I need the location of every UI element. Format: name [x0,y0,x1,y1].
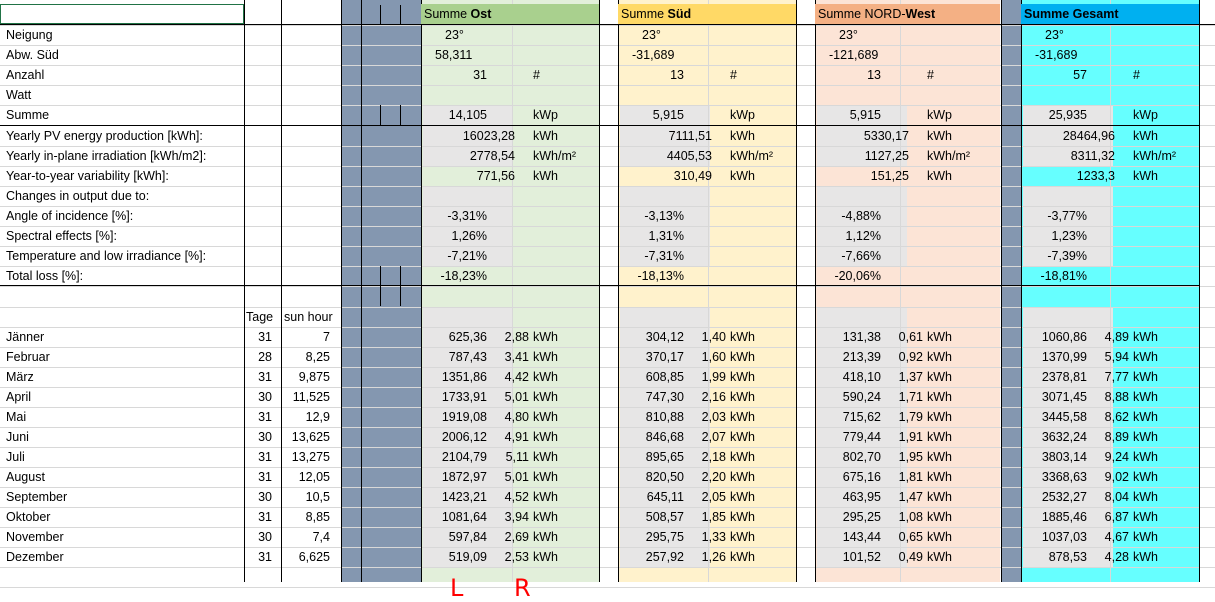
monthly-unit[interactable]: kWh [730,350,755,364]
month-label[interactable]: September [6,490,68,504]
divider-mark [400,105,401,125]
yearly-value[interactable]: 2778,54 [469,149,515,163]
group-header[interactable] [618,4,796,24]
monthly-unit[interactable]: kWh [1133,370,1158,384]
monthly-unit[interactable]: kWh [927,450,952,464]
summe-value[interactable]: 5,915 [849,108,881,122]
monthly-unit[interactable]: kWh [730,330,755,344]
yearly-value[interactable]: 1233,3 [1076,169,1115,183]
divider-mark [400,266,401,306]
col-header-sun[interactable]: sun hour [284,310,333,324]
monthly-unit[interactable]: kWh [927,510,952,524]
monthly-ratio[interactable]: 1,85 [701,510,726,524]
monthly-ratio[interactable]: 1,79 [898,410,923,424]
loss-value[interactable]: -7,39% [1047,249,1087,263]
monthly-unit[interactable]: kWh [730,450,755,464]
monthly-kwh[interactable]: 3368,63 [1041,470,1087,484]
monthly-kwh[interactable]: 820,50 [645,470,684,484]
yearly-unit[interactable]: kWh [1133,129,1158,143]
sun-hour-cell[interactable]: 6,625 [298,550,330,564]
monthly-ratio[interactable]: 2,16 [701,390,726,404]
row-label[interactable]: Spectral effects [%]: [6,229,117,243]
monthly-kwh[interactable]: 747,30 [645,390,684,404]
monthly-unit[interactable]: kWh [1133,510,1158,524]
yearly-unit[interactable]: kWh/m² [533,149,577,163]
summe-unit[interactable]: kWp [730,108,755,122]
monthly-unit[interactable]: kWh [730,410,755,424]
yearly-unit[interactable]: kWh [927,129,952,143]
monthly-unit[interactable]: kWh [533,490,558,504]
yearly-unit[interactable]: kWh [533,169,558,183]
row-label[interactable]: Total loss [%]: [6,269,84,283]
days-cell[interactable]: 31 [258,470,272,484]
anzahl-unit[interactable]: # [1133,68,1140,82]
sun-hour-cell[interactable]: 8,25 [305,350,330,364]
month-label[interactable]: März [6,370,34,384]
days-cell[interactable]: 31 [258,370,272,384]
yearly-value[interactable]: 5330,17 [863,129,909,143]
monthly-kwh[interactable]: 3445,58 [1041,410,1087,424]
sun-hour-cell[interactable]: 12,9 [305,410,330,424]
sun-hour-cell[interactable]: 11,525 [292,390,330,404]
monthly-kwh[interactable]: 418,10 [842,370,881,384]
monthly-ratio[interactable]: 2,53 [504,550,529,564]
monthly-unit[interactable]: kWh [1133,350,1158,364]
yearly-unit[interactable]: kWh [1133,169,1158,183]
grid-line [0,307,1215,308]
row-label[interactable]: Year-to-year variability [kWh]: [6,169,169,183]
monthly-ratio[interactable]: 1,95 [898,450,923,464]
summe-unit[interactable]: kWp [533,108,558,122]
monthly-ratio[interactable]: 1,08 [898,510,923,524]
row-label[interactable]: Watt [6,88,32,102]
monthly-ratio[interactable]: 5,01 [504,390,529,404]
monthly-ratio[interactable]: 2,20 [701,470,726,484]
yearly-unit[interactable]: kWh [533,129,558,143]
monthly-unit[interactable]: kWh [533,470,558,484]
monthly-ratio[interactable]: 4,91 [504,430,529,444]
anzahl-unit[interactable]: # [927,68,934,82]
monthly-ratio[interactable]: 2,05 [701,490,726,504]
anzahl-value[interactable]: 13 [670,68,684,82]
row-label[interactable]: Angle of incidence [%]: [6,209,134,223]
loss-value[interactable]: 1,26% [451,229,487,243]
monthly-kwh[interactable]: 101,52 [842,550,881,564]
summe-value[interactable]: 5,915 [652,108,684,122]
monthly-unit[interactable]: kWh [1133,450,1158,464]
sun-hour-cell[interactable]: 7,4 [312,530,330,544]
monthly-ratio[interactable]: 1,33 [701,530,726,544]
monthly-kwh[interactable]: 1423,21 [441,490,487,504]
monthly-kwh[interactable]: 304,12 [645,330,684,344]
header-bold: Süd [667,7,692,21]
border-line [361,0,362,582]
loss-value[interactable]: -7,21% [447,249,487,263]
monthly-unit[interactable]: kWh [730,430,755,444]
monthly-ratio[interactable]: 6,87 [1104,510,1129,524]
monthly-kwh[interactable]: 2378,81 [1041,370,1087,384]
monthly-kwh[interactable]: 779,44 [842,430,881,444]
loss-value[interactable]: -3,13% [644,209,684,223]
monthly-kwh[interactable]: 1872,97 [441,470,487,484]
divider-mark [400,5,401,25]
loss-value[interactable]: -7,31% [644,249,684,263]
monthly-ratio[interactable]: 1,99 [701,370,726,384]
monthly-unit[interactable]: kWh [730,370,755,384]
monthly-unit[interactable]: kWh [730,390,755,404]
loss-value[interactable]: -18,81% [1040,269,1087,283]
monthly-kwh[interactable]: 3632,24 [1041,430,1087,444]
loss-value[interactable]: -4,88% [841,209,881,223]
grid-line [0,286,1215,287]
monthly-kwh[interactable]: 675,16 [842,470,881,484]
monthly-kwh[interactable]: 1919,08 [441,410,487,424]
summe-value[interactable]: 14,105 [448,108,487,122]
monthly-unit[interactable]: kWh [1133,470,1158,484]
loss-value[interactable]: -3,31% [447,209,487,223]
monthly-kwh[interactable]: 1733,91 [441,390,487,404]
monthly-unit[interactable]: kWh [533,450,558,464]
monthly-ratio[interactable]: 4,67 [1104,530,1129,544]
yearly-unit[interactable]: kWh/m² [1133,149,1177,163]
monthly-kwh[interactable]: 590,24 [842,390,881,404]
monthly-kwh[interactable]: 143,44 [842,530,881,544]
monthly-unit[interactable]: kWh [730,550,755,564]
monthly-ratio[interactable]: 5,01 [504,470,529,484]
divider-mark [380,5,381,25]
month-label[interactable]: Mai [6,410,27,424]
monthly-unit[interactable]: kWh [1133,390,1158,404]
monthly-kwh[interactable]: 802,70 [842,450,881,464]
monthly-unit[interactable]: kWh [1133,550,1158,564]
anzahl-unit[interactable]: # [730,68,737,82]
monthly-unit[interactable]: kWh [927,390,952,404]
abw-value[interactable]: -31,689 [1035,48,1078,62]
yearly-unit[interactable]: kWh [730,169,755,183]
monthly-kwh[interactable]: 2006,12 [441,430,487,444]
monthly-unit[interactable]: kWh [533,430,558,444]
monthly-unit[interactable]: kWh [1133,410,1158,424]
monthly-kwh[interactable]: 878,53 [1048,550,1087,564]
monthly-kwh[interactable]: 295,25 [842,510,881,524]
monthly-ratio[interactable]: 2,69 [504,530,529,544]
yearly-unit[interactable]: kWh/m² [730,149,774,163]
days-cell[interactable]: 30 [258,390,272,404]
days-cell[interactable]: 31 [258,450,272,464]
row-label[interactable]: Abw. Süd [6,48,59,62]
annotation-right: R [514,574,531,602]
row-label[interactable]: Summe [6,108,50,122]
yearly-unit[interactable]: kWh/m² [927,149,971,163]
sun-hour-cell[interactable]: 8,85 [305,510,330,524]
neigung-value[interactable]: 23° [642,28,661,42]
month-label[interactable]: Oktober [6,510,51,524]
monthly-kwh[interactable]: 645,11 [646,490,684,504]
days-cell[interactable]: 31 [258,330,272,344]
selected-cell[interactable] [0,4,244,24]
monthly-kwh[interactable]: 463,95 [842,490,881,504]
loss-value[interactable]: -20,06% [834,269,881,283]
monthly-ratio[interactable]: 4,42 [504,370,529,384]
month-label[interactable]: Juli [6,450,25,464]
yearly-value[interactable]: 1127,25 [864,149,909,163]
monthly-kwh[interactable]: 1060,86 [1041,330,1087,344]
yearly-value[interactable]: 151,25 [870,169,909,183]
monthly-ratio[interactable]: 1,60 [701,350,726,364]
monthly-unit[interactable]: kWh [533,390,558,404]
loss-value[interactable]: 1,31% [648,229,684,243]
monthly-unit[interactable]: kWh [927,370,952,384]
monthly-unit[interactable]: kWh [1133,430,1158,444]
sun-hour-cell[interactable]: 12,05 [298,470,330,484]
monthly-ratio[interactable]: 5,94 [1104,350,1129,364]
monthly-ratio[interactable]: 9,24 [1104,450,1129,464]
divider-mark [380,105,381,125]
monthly-kwh[interactable]: 810,88 [645,410,684,424]
annotation-left: L [450,574,464,602]
monthly-unit[interactable]: kWh [533,330,558,344]
monthly-unit[interactable]: kWh [533,410,558,424]
border-line [341,0,342,582]
border-line [796,0,797,582]
border-line [1001,0,1002,582]
header-bold: West [905,7,936,21]
monthly-unit[interactable]: kWh [927,350,952,364]
yearly-value[interactable]: 28464,96 [1062,129,1115,143]
days-cell[interactable]: 31 [258,550,272,564]
yearly-value[interactable]: 4405,53 [666,149,712,163]
yearly-value[interactable]: 771,56 [476,169,515,183]
monthly-kwh[interactable]: 295,75 [645,530,684,544]
monthly-ratio[interactable]: 3,41 [504,350,529,364]
header-prefix: Summe [424,7,471,21]
monthly-ratio[interactable]: 4,80 [504,410,529,424]
monthly-kwh[interactable]: 519,09 [448,550,487,564]
abw-value[interactable]: 58,311 [435,48,473,62]
sun-hour-cell[interactable]: 9,875 [298,370,330,384]
summe-unit[interactable]: kWp [1133,108,1158,122]
monthly-ratio[interactable]: 1,40 [701,330,726,344]
header-prefix: Summe NORD- [818,7,906,21]
monthly-unit[interactable]: kWh [730,530,755,544]
row-label[interactable]: Yearly in-plane irradiation [kWh/m2]: [6,149,207,163]
loss-value[interactable]: -3,77% [1047,209,1087,223]
monthly-unit[interactable]: kWh [533,370,558,384]
monthly-ratio[interactable]: 1,26 [701,550,726,564]
monthly-ratio[interactable]: 2,03 [701,410,726,424]
monthly-kwh[interactable]: 895,65 [645,450,684,464]
month-label[interactable]: November [6,530,64,544]
monthly-kwh[interactable]: 1037,03 [1041,530,1087,544]
days-cell[interactable]: 31 [258,510,272,524]
monthly-kwh[interactable]: 131,38 [842,330,881,344]
monthly-ratio[interactable]: 4,52 [504,490,529,504]
anzahl-value[interactable]: 13 [867,68,881,82]
row-label[interactable]: Changes in output due to: [6,189,150,203]
monthly-unit[interactable]: kWh [533,510,558,524]
monthly-ratio[interactable]: 4,28 [1104,550,1129,564]
monthly-unit[interactable]: kWh [533,550,558,564]
monthly-unit[interactable]: kWh [730,470,755,484]
monthly-ratio[interactable]: 0,92 [898,350,923,364]
monthly-unit[interactable]: kWh [927,410,952,424]
monthly-unit[interactable]: kWh [927,330,952,344]
header-prefix: Summe [621,7,668,21]
monthly-kwh[interactable]: 608,85 [645,370,684,384]
monthly-ratio[interactable]: 3,94 [504,510,529,524]
days-cell[interactable]: 28 [258,350,272,364]
monthly-ratio[interactable]: 2,88 [504,330,529,344]
monthly-kwh[interactable]: 625,36 [448,330,487,344]
monthly-ratio[interactable]: 0,65 [898,530,923,544]
monthly-unit[interactable]: kWh [1133,530,1158,544]
monthly-kwh[interactable]: 1081,64 [441,510,487,524]
monthly-kwh[interactable]: 597,84 [448,530,487,544]
gap-column-right [1001,0,1021,582]
monthly-kwh[interactable]: 846,68 [645,430,684,444]
monthly-kwh[interactable]: 213,39 [842,350,881,364]
gap-column [341,0,421,582]
monthly-kwh[interactable]: 257,92 [645,550,684,564]
header-bold: Summe Gesamt [1024,7,1119,21]
monthly-ratio[interactable]: 8,04 [1104,490,1129,504]
yearly-value[interactable]: 310,49 [673,169,712,183]
month-label[interactable]: Februar [6,350,50,364]
border-line [599,0,600,582]
monthly-kwh[interactable]: 787,43 [448,350,487,364]
monthly-ratio[interactable]: 1,91 [898,430,923,444]
monthly-ratio[interactable]: 1,71 [898,390,923,404]
monthly-ratio[interactable]: 8,62 [1104,410,1129,424]
monthly-unit[interactable]: kWh [927,550,952,564]
monthly-kwh[interactable]: 1351,86 [441,370,487,384]
row-label[interactable]: Yearly PV energy production [kWh]: [6,129,203,143]
group-header[interactable] [1021,4,1199,24]
days-cell[interactable]: 30 [258,530,272,544]
yearly-unit[interactable]: kWh [927,169,952,183]
monthly-ratio[interactable]: 1,37 [898,370,923,384]
group-header[interactable] [815,4,1000,24]
col-header-tage[interactable]: Tage [246,310,274,324]
divider-mark [380,266,381,306]
summe-value[interactable]: 25,935 [1048,108,1087,122]
sun-hour-cell[interactable]: 13,275 [291,450,330,464]
monthly-kwh[interactable]: 2532,27 [1041,490,1087,504]
loss-value[interactable]: -18,13% [637,269,684,283]
loss-value[interactable]: -7,66% [841,249,881,263]
yearly-value[interactable]: 7111,51 [668,129,712,143]
abw-value[interactable]: -31,689 [632,48,675,62]
monthly-ratio[interactable]: 0,61 [898,330,923,344]
yearly-unit[interactable]: kWh [730,129,755,143]
monthly-kwh[interactable]: 1370,99 [1041,350,1087,364]
border-line [244,0,245,582]
grid-line [0,587,1215,588]
month-label[interactable]: Jänner [6,330,45,344]
monthly-kwh[interactable]: 508,57 [645,510,684,524]
monthly-kwh[interactable]: 715,62 [842,410,881,424]
monthly-kwh[interactable]: 2104,79 [441,450,487,464]
month-label[interactable]: Dezember [6,550,64,564]
row-label[interactable]: Temperature and low irradiance [%]: [6,249,207,263]
monthly-unit[interactable]: kWh [927,470,952,484]
neigung-value[interactable]: 23° [839,28,858,42]
loss-value[interactable]: 1,23% [1051,229,1087,243]
days-cell[interactable]: 31 [258,410,272,424]
yearly-value[interactable]: 16023,28 [462,129,515,143]
neigung-value[interactable]: 23° [445,28,464,42]
days-cell[interactable]: 30 [258,430,272,444]
monthly-ratio[interactable]: 2,07 [701,430,726,444]
monthly-kwh[interactable]: 3071,45 [1041,390,1087,404]
grid-line [0,567,1215,568]
monthly-ratio[interactable]: 1,47 [898,490,923,504]
monthly-unit[interactable]: kWh [927,530,952,544]
abw-value[interactable]: -121,689 [829,48,879,62]
neigung-value[interactable]: 23° [1045,28,1064,42]
monthly-unit[interactable]: kWh [533,530,558,544]
monthly-ratio[interactable]: 4,89 [1104,330,1129,344]
monthly-unit[interactable]: kWh [730,490,755,504]
monthly-unit[interactable]: kWh [927,490,952,504]
monthly-ratio[interactable]: 1,81 [898,470,923,484]
sun-hour-cell[interactable]: 7 [323,330,330,344]
monthly-ratio[interactable]: 8,89 [1104,430,1129,444]
anzahl-unit[interactable]: # [533,68,540,82]
row-label[interactable]: Anzahl [6,68,45,82]
yearly-value[interactable]: 8311,32 [1070,149,1115,163]
monthly-ratio[interactable]: 0,49 [898,550,923,564]
monthly-ratio[interactable]: 8,88 [1104,390,1129,404]
monthly-unit[interactable]: kWh [533,350,558,364]
monthly-unit[interactable]: kWh [927,430,952,444]
sun-hour-cell[interactable]: 10,5 [305,490,330,504]
month-label[interactable]: April [6,390,32,404]
loss-value[interactable]: 1,12% [845,229,881,243]
month-label[interactable]: August [6,470,45,484]
monthly-ratio[interactable]: 7,77 [1104,370,1129,384]
border-line [1199,0,1200,582]
monthly-unit[interactable]: kWh [730,510,755,524]
month-label[interactable]: Juni [6,430,29,444]
row-label[interactable]: Neigung [6,28,53,42]
anzahl-value[interactable]: 31 [473,68,487,82]
monthly-unit[interactable]: kWh [1133,490,1158,504]
monthly-kwh[interactable]: 1885,46 [1041,510,1087,524]
monthly-ratio[interactable]: 5,11 [505,450,529,464]
monthly-ratio[interactable]: 9,02 [1104,470,1129,484]
loss-value[interactable]: -18,23% [440,269,487,283]
monthly-kwh[interactable]: 370,17 [645,350,684,364]
anzahl-value[interactable]: 57 [1073,68,1087,82]
monthly-unit[interactable]: kWh [1133,330,1158,344]
days-cell[interactable]: 30 [258,490,272,504]
monthly-kwh[interactable]: 3803,14 [1041,450,1087,464]
summe-unit[interactable]: kWp [927,108,952,122]
header-bold: Ost [470,7,492,21]
monthly-ratio[interactable]: 2,18 [701,450,726,464]
group-header[interactable] [421,4,599,24]
sun-hour-cell[interactable]: 13,625 [291,430,330,444]
